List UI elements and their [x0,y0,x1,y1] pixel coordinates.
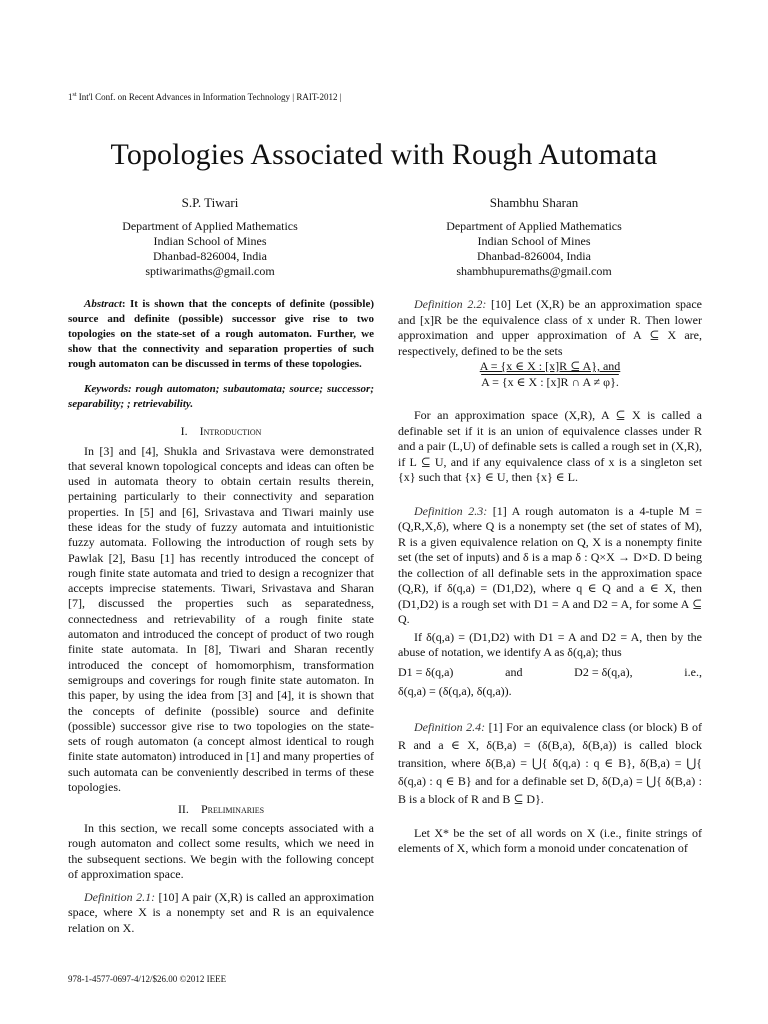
definition-2-4: Definition 2.4: [1] For an equivalence class (or block) B of R and a ∈ X, δ(B,a) = (δ(B,a), δ(B,a)) is called block transition, where δ(B,a) = ⋃{ δ(q,a) : q ∈ B}, δ(B,a) = ⋃{ δ(q,a) : q ∈ B} and for a definable set D, δ(D,a) = ⋃{ δ(B,a) : B is a block of R and B ⊆ D}. [398,719,702,806]
section-heading-preliminaries: II. Preliminaries [177,802,265,817]
upper-approximation-equation: A = {x ∈ X : [x]R ∩ A ≠ φ}. [481,374,619,389]
definable-set-paragraph: For an approximation space (X,R), A ⊆ X is called a definable set if it is an union of equivalence classes under R and a pair (L,U) of definable sets is called a rough set in (X,R), if L ⊆ U, and if any equivalence class of x is a singleton set {x} such that {x} ∈ U, then {x} ∈ L. [398,408,702,484]
keywords: Keywords: rough automaton; subautomata; source; successor; separability; ; retrievability. [68,383,374,410]
author-inst: Indian School of Mines [477,234,591,248]
abuse-of-notation-paragraph: If δ(q,a) = (D1,D2) with D1 = A and D2 = A, then by the abuse of notation, we identify A as δ(q,a); thus [398,629,702,659]
author-name: S.P. Tiwari [181,195,239,210]
eq-ie: i.e., [684,664,702,679]
copyright-footer: 978-1-4577-0697-4/12/$26.00 ©2012 IEEE [68,974,227,984]
author-name: Shambhu Sharan [489,195,579,210]
words-paragraph: Let X* be the set of all words on X (i.e., finite strings of elements of X, which form a monoid under concatenation of [398,825,702,855]
definition-2-3: Definition 2.3: [1] A rough automaton is a 4-tuple M = (Q,R,X,δ), where Q is a nonempty set (the set of states of M), R is a given equivalence relation on Q, X is a nonempty finite set (the set of inputs) and δ is a map δ : Q×X → D×D. D being the collection of all definable sets in the approximation space (Q,R), if δ(q,a) = (D1,D2), where q ∈ Q and a ∈ X, then (D1,D2) is a rough set with D1 = A and D2 = A, for some A ⊆ Q. [398,503,702,626]
author-block-1 [92,195,328,279]
author-city: Dhanbad-826004, India [153,249,267,263]
author-dept: Department of Applied Mathematics [122,219,298,233]
eq-and: and [505,664,523,679]
paper-title: Topologies Associated with Rough Automata [110,138,658,171]
author-inst: Indian School of Mines [153,234,267,248]
author-email[interactable]: sptiwarimaths@gmail.com [145,264,275,278]
author-email[interactable]: shambhupuremaths@gmail.com [456,264,612,278]
eq-d2: D2 = δ(q,a), [574,664,633,679]
d1-d2-equation-row [398,665,702,681]
lower-approximation-equation: A = {x ∈ X : [x]R ⊆ A}, and [479,359,621,373]
preliminaries-text: In this section, we recall some concepts associated with a rough automaton and collect some results, which we need in the subsequent sections. We begin with the following concept of approximation space. [68,820,374,882]
author-city: Dhanbad-826004, India [477,249,591,263]
left-column [68,297,374,936]
definition-2-2: Definition 2.2: [10] Let (X,R) be an approximation space and [x]R be the equivalence class of x under R. Then lower approximation and upper approximation of A ⊆ X are, respectively, defined to be the sets [398,297,702,358]
conference-header: 1st Int'l Conf. on Recent Advances in Information Technology | RAIT-2012 | [68,92,342,102]
author-block-2 [416,195,652,279]
section-heading-introduction: I. Introduction [180,424,262,438]
definition-2-1: Definition 2.1: [10] A pair (X,R) is called an approximation space, where X is a nonempty set and R is an equivalence relation on X. [68,889,374,935]
eq-d1: D1 = δ(q,a) [398,664,454,679]
abstract-label: Abstract [84,298,122,310]
introduction-text: In [3] and [4], Shukla and Srivastava were demonstrated that several known topological concepts and ideas can often be used in automata theory to obtain certain results therein, pertaining particularly to their connectivity and separation properties. In [5] and [6], Srivastava and Tiwari mainly use these ideas for the study of fuzzy automata and intuitionistic fuzzy automata. Following the introduction of rough sets by Pawlak [2], Basu [1] has recently introduced the concept of rough finite state automata and tried to design a recognizer that accepts imprecise statements. Tiwari, Srivastava and Sharan [7], discussed the properties such as separatedness, connectedness and retrievability of a rough finite state automaton and introduced the concept of product of two rough finite state automata. In [8], Tiwari and Sharan recently introduced the concept of homomorphism, transformation semigroups and coverings for rough finite state automaton. In this paper, by using the idea from [3] and [4], it is shown that the concepts of definite (possible) source and definite (possible) successor give rise to two topologies on the state-sets of rough automaton (a concept almost identical to rough finite state automaton) introduced in [1] and many properties of such automata can be conveniently described in terms of these topologies. [68,443,374,795]
abstract-text: : It is shown that the concepts of definite (possible) source and definite (possible) successor give rise to two topologies on the state-set of a rough automaton. Further, we show that the connectivity and separation properties of such rough automaton can be discussed in terms of these topologies. [68,298,374,370]
eq-pair: δ(q,a) = (δ(q,a), δ(q,a)). [398,684,512,698]
right-column [398,297,702,857]
abstract [68,297,374,372]
author-dept: Department of Applied Mathematics [446,219,622,233]
